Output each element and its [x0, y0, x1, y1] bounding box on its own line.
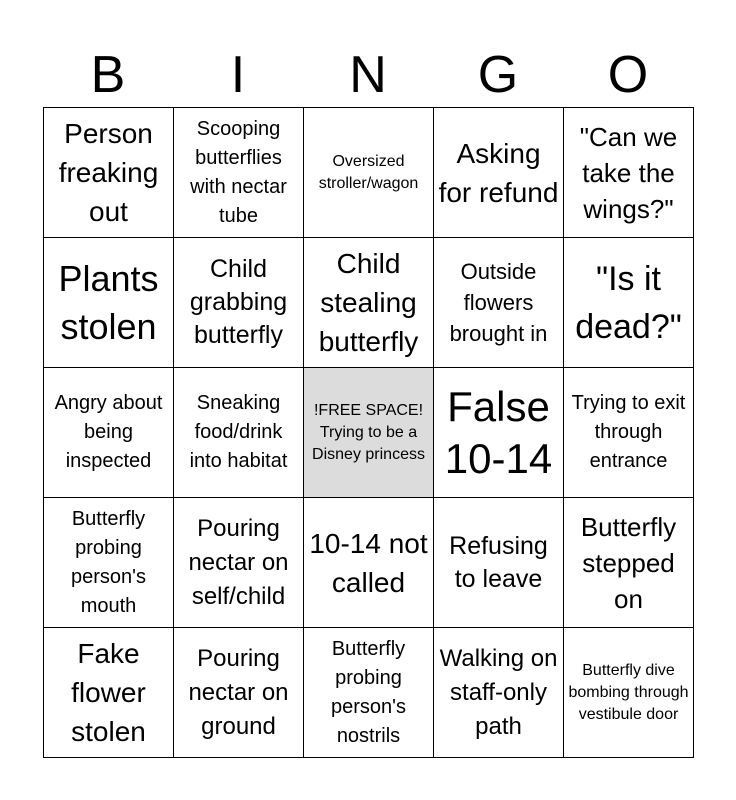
board-row — [44, 238, 694, 368]
bingo-cell[interactable] — [434, 498, 564, 628]
bingo-cell[interactable] — [564, 368, 694, 498]
bingo-header — [43, 46, 693, 104]
bingo-cell[interactable] — [174, 628, 304, 758]
bingo-cell[interactable] — [564, 108, 694, 238]
bingo-cell[interactable] — [564, 628, 694, 758]
cell-text: Walking on staff-only path — [439, 644, 558, 740]
header-letter-o: O — [607, 46, 649, 104]
bingo-cell[interactable] — [304, 238, 434, 368]
header-letter-n: N — [349, 46, 387, 104]
cell-text: !FREE SPACE! Trying to be a Disney princess — [312, 401, 425, 463]
bingo-cell[interactable] — [434, 368, 564, 498]
board-row — [44, 628, 694, 758]
bingo-cell[interactable] — [174, 238, 304, 368]
cell-text: Scooping butterflies with nectar tube — [190, 117, 287, 227]
cell-text: False 10-14 — [444, 382, 553, 482]
bingo-cell[interactable] — [44, 108, 174, 238]
bingo-cell[interactable] — [564, 238, 694, 368]
cell-text: Butterfly dive bombing through vestibule door — [568, 661, 689, 723]
cell-text: Asking for refund — [438, 137, 559, 208]
cell-text: Pouring nectar on ground — [188, 644, 289, 740]
cell-text: "Is it dead?" — [575, 259, 682, 346]
board-row — [44, 498, 694, 628]
header-letter-i: I — [230, 46, 246, 104]
header-letter-g: G — [477, 46, 519, 104]
cell-text: Child stealing butterfly — [318, 248, 419, 357]
bingo-cell[interactable] — [44, 238, 174, 368]
board-row — [44, 368, 694, 498]
free-space-cell[interactable] — [304, 368, 434, 498]
cell-text: Angry about being inspected — [54, 392, 163, 472]
cell-text: Oversized stroller/wagon — [318, 152, 419, 192]
cell-text: Fake flower stolen — [71, 638, 146, 747]
cell-text: Sneaking food/drink into habitat — [189, 392, 288, 472]
cell-text: Refusing to leave — [449, 531, 548, 593]
bingo-cell[interactable] — [434, 238, 564, 368]
cell-text: Butterfly probing person's nostrils — [331, 637, 406, 747]
bingo-cell[interactable] — [434, 108, 564, 238]
cell-text: Butterfly stepped on — [580, 511, 677, 614]
bingo-cell[interactable] — [304, 498, 434, 628]
bingo-cell[interactable] — [304, 628, 434, 758]
cell-text: Child grabbing butterfly — [189, 255, 288, 349]
bingo-cell[interactable] — [174, 368, 304, 498]
cell-text: 10-14 not called — [309, 527, 428, 598]
cell-text: Trying to exit through entrance — [571, 392, 686, 472]
board-row — [44, 108, 694, 238]
bingo-cell[interactable] — [44, 498, 174, 628]
bingo-cell[interactable] — [564, 498, 694, 628]
cell-text: "Can we take the wings?" — [579, 121, 678, 224]
bingo-cell[interactable] — [304, 108, 434, 238]
header-letter-b: B — [90, 46, 126, 104]
cell-text: Plants stolen — [58, 257, 159, 347]
bingo-cell[interactable] — [174, 108, 304, 238]
cell-text: Outside flowers brought in — [449, 259, 548, 346]
bingo-board — [43, 107, 694, 758]
bingo-cell[interactable] — [44, 628, 174, 758]
cell-text: Pouring nectar on self/child — [188, 514, 289, 610]
bingo-cell[interactable] — [174, 498, 304, 628]
cell-text: Butterfly probing person's mouth — [71, 507, 146, 617]
bingo-cell[interactable] — [44, 368, 174, 498]
cell-text: Person freaking out — [58, 118, 159, 227]
bingo-cell[interactable] — [434, 628, 564, 758]
